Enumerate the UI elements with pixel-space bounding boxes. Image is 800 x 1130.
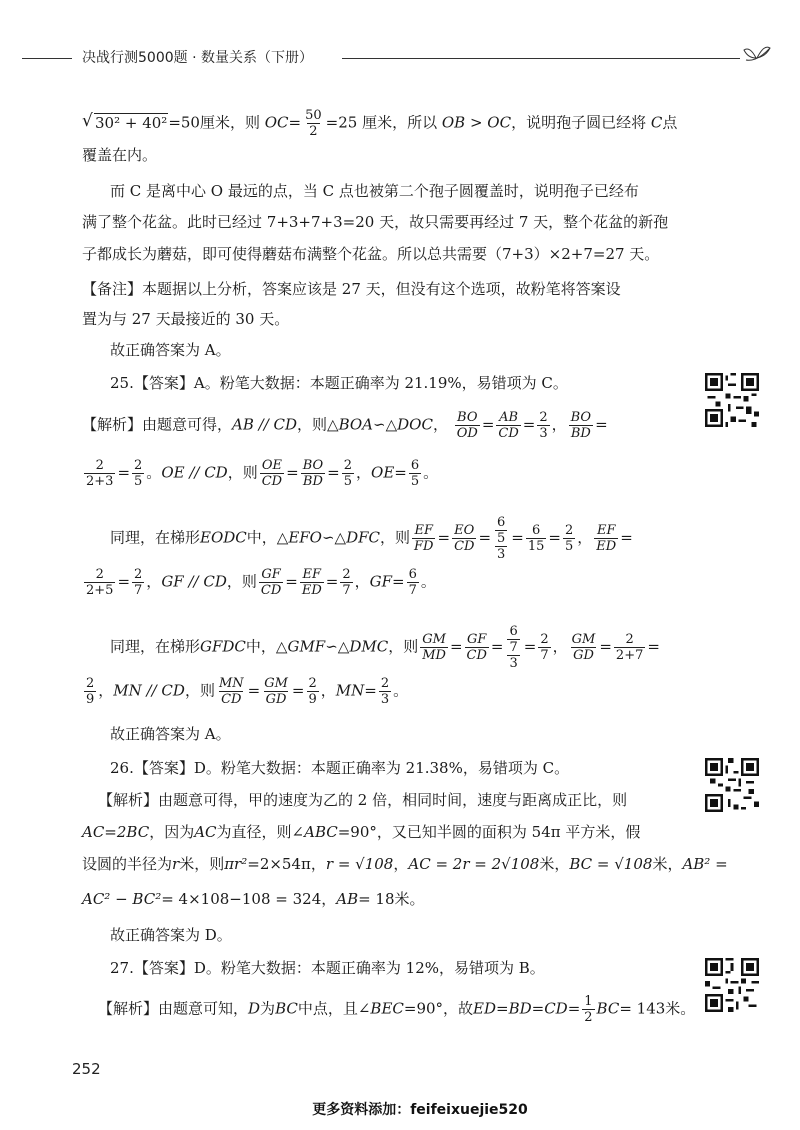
page-number: 252 xyxy=(72,1060,101,1078)
text-line: 故正确答案为 A。 xyxy=(110,341,231,359)
analysis-line: AC² − BC²= 4×108−108 = 324，AB= 18米。 xyxy=(82,890,425,908)
header-rule-right xyxy=(342,58,740,59)
sprout-leaf-icon xyxy=(742,40,772,68)
qr-code-icon[interactable] xyxy=(705,373,759,427)
footer-watermark: 更多资料添加：feifeixuejie520 xyxy=(312,1102,528,1118)
text-line: 【备注】本题据以上分析，答案应该是 27 天，但没有这个选项，故粉笔将答案设 xyxy=(82,280,621,298)
qr-code-icon[interactable] xyxy=(705,958,759,1012)
analysis-line: 【解析】由题意可得，AB // CD，则△BOA∽△DOC， $\frac{BO}{OD}$ = $\frac{AB}{CD}$ = $\frac{2}{3}$ ， $\frac{BO}{BD}$ = xyxy=(82,410,608,441)
text-line: 而 C 是离中心 O 最远的点，当 C 点也被第二个孢子圆覆盖时，说明孢子已经布 xyxy=(110,182,639,200)
text-line: 覆盖在内。 xyxy=(82,146,158,164)
answer-line-27: 27.【答案】D。粉笔大数据：本题正确率为 12%，易错项为 B。 xyxy=(110,959,545,977)
fraction: $\frac{50}{2}$ xyxy=(305,108,322,139)
header-title: 决战行测5000题 · 数量关系（下册） xyxy=(82,50,313,66)
text-line: √ 30² + 40²=50厘米，则 OC= $\frac{50}{2}$ =25 厘米，所以 OB > OC，说明孢子圆已经将 C点 xyxy=(82,108,677,139)
header-rule-left xyxy=(22,58,72,59)
qr-code-icon[interactable] xyxy=(705,758,759,812)
text-line: 故正确答案为 A。 xyxy=(110,725,231,743)
analysis-line: AC=2BC，因为AC为直径，则∠ABC=90°，又已知半圆的面积为 54π 平方米，假 xyxy=(82,823,641,841)
analysis-line: 同理，在梯形EODC中，△EFO∽△DFC，则 $\frac{EF}{FD}$ = $\frac{EO}{CD}$ = $\frac{\frac{6}{5}}{3}$ = $\frac{6}{15}$ = $\frac{2}{5}$ ， $\frac{EF}{ED}$ = xyxy=(110,515,633,562)
analysis-line: 同理，在梯形GFDC中，△GMF∽△DMC，则 $\frac{GM}{MD}$ = $\frac{GF}{CD}$ = $\frac{\frac{6}{7}}{3}$ = $\frac{2}{7}$ ， $\frac{GM}{GD}$ = $\frac{2}{2+7}$ = xyxy=(110,624,660,671)
text-line: 子都成长为蘑菇，即可使得蘑菇布满整个花盆。所以总共需要（7+3）×2+7=27 天。 xyxy=(82,245,660,263)
running-header xyxy=(22,44,778,74)
analysis-line: $\frac{2}{9}$ ，MN // CD，则 $\frac{MN}{CD}$ = $\frac{GM}{GD}$ = $\frac{2}{9}$ ，MN= $\frac{2}{3}$ 。 xyxy=(86,676,409,707)
answer-line-26: 26.【答案】D。粉笔大数据：本题正确率为 21.38%，易错项为 C。 xyxy=(110,759,570,777)
sqrt-expression: √ 30² + 40² xyxy=(82,113,168,133)
text-line: 故正确答案为 D。 xyxy=(110,926,232,944)
analysis-line: 设圆的半径为r米，则πr²=2×54π，r = √108，AC = 2r = 2√108米，BC = √108米，AB² = xyxy=(82,855,728,873)
analysis-line: 【解析】由题意可知，D为BC中点，且∠BEC=90°，故ED=BD=CD= $\frac{1}{2}$ BC= 143米。 xyxy=(98,994,696,1025)
analysis-line: $\frac{2}{2+3}$ = $\frac{2}{5}$ 。OE // CD，则 $\frac{OE}{CD}$ = $\frac{BO}{BD}$ = $\frac{2}{5}$ ，OE= $\frac{6}{5}$ 。 xyxy=(86,458,439,489)
analysis-line: 【解析】由题意可得，甲的速度为乙的 2 倍，相同时间，速度与距离成正比，则 xyxy=(98,791,628,809)
analysis-line: $\frac{2}{2+5}$ = $\frac{2}{7}$ ，GF // CD，则 $\frac{GF}{CD}$ = $\frac{EF}{ED}$ = $\frac{2}{7}$ ，GF= $\frac{6}{7}$ 。 xyxy=(86,567,436,598)
text-line: 满了整个花盆。此时已经过 7+3+7+3=20 天，故只需要再经过 7 天，整个花盆的新孢 xyxy=(82,213,669,231)
text-line: 置为与 27 天最接近的 30 天。 xyxy=(82,310,290,328)
answer-line-25: 25.【答案】A。粉笔大数据：本题正确率为 21.19%，易错项为 C。 xyxy=(110,374,568,392)
